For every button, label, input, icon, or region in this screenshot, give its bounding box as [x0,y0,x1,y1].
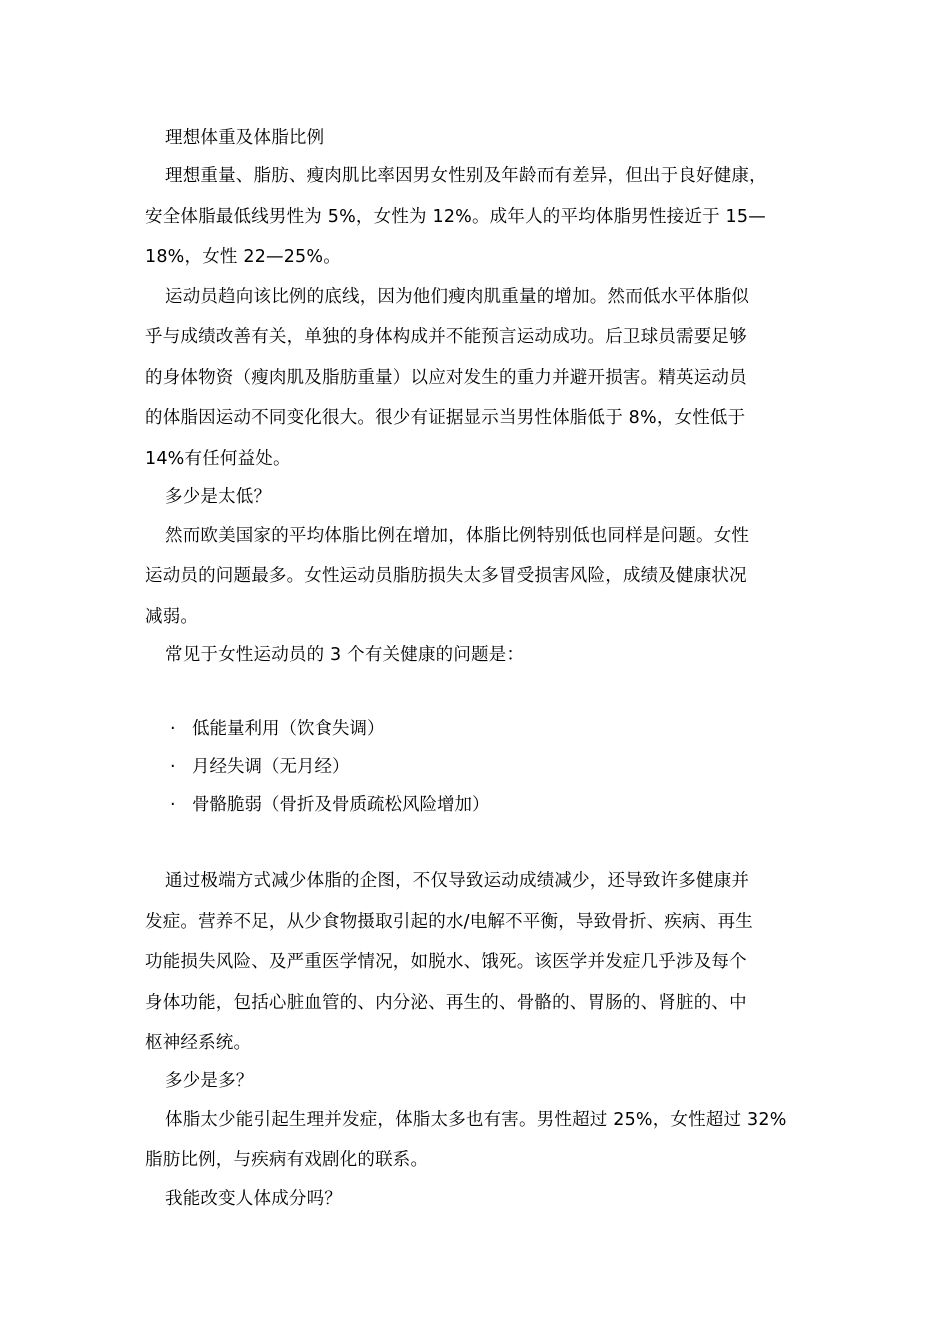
section-heading: 多少是多？ [165,1071,254,1091]
bullet-mark: · [170,757,176,777]
bullet-mark: · [170,719,176,739]
section-heading: 我能改变人体成分吗？ [165,1189,342,1209]
section-heading: 理想体重及体脂比例 [165,128,325,148]
bullet-mark: · [170,795,176,815]
paragraph-line: 运动员的问题最多。女性运动员脂肪损失太多冒受损害风险，成绩及健康状况 [145,566,747,586]
paragraph-line: 枢神经系统。 [145,1033,252,1053]
paragraph-line: 的身体物资（瘦肉肌及脂肪重量）以应对发生的重力并避开损害。精英运动员 [145,368,747,388]
paragraph-line: 安全体脂最低线男性为 5%，女性为 12%。成年人的平均体脂男性接近于 15— [145,207,766,227]
list-item [170,717,385,741]
list-item-text: 月经失调（无月经） [192,757,350,777]
paragraph-line: 常见于女性运动员的 3 个有关健康的问题是： [165,645,525,665]
paragraph-line: 身体功能，包括心脏血管的、内分泌、再生的、骨骼的、胃肠的、肾脏的、中 [145,993,747,1013]
list-item-text: 低能量利用（饮食失调） [192,719,385,739]
paragraph-line: 理想重量、脂肪、瘦肉肌比率因男女性别及年龄而有差异，但出于良好健康， [165,166,767,186]
paragraph-line: 通过极端方式减少体脂的企图，不仅导致运动成绩减少，还导致许多健康并 [165,871,750,891]
paragraph-line: 乎与成绩改善有关，单独的身体构成并不能预言运动成功。后卫球员需要足够 [145,327,747,347]
paragraph-line: 脂肪比例，与疾病有戏剧化的联系。 [145,1150,429,1170]
paragraph-line: 14%有任何益处。 [145,449,291,469]
paragraph-line: 然而欧美国家的平均体脂比例在增加，体脂比例特别低也同样是问题。女性 [165,526,750,546]
paragraph-line: 18%，女性 22—25%。 [145,247,341,267]
paragraph-line: 体脂太少能引起生理并发症，体脂太多也有害。男性超过 25%，女性超过 32% [165,1110,787,1130]
paragraph-line: 减弱。 [145,607,199,627]
section-heading: 多少是太低？ [165,487,272,507]
list-item [170,755,350,779]
paragraph-line: 功能损失风险、及严重医学情况，如脱水、饿死。该医学并发症几乎涉及每个 [145,952,747,972]
list-item [170,793,490,817]
paragraph-line: 发症。营养不足，从少食物摄取引起的水/电解不平衡，导致骨折、疾病、再生 [145,912,753,932]
list-item-text: 骨骼脆弱（骨折及骨质疏松风险增加） [192,795,490,815]
paragraph-line: 的体脂因运动不同变化很大。很少有证据显示当男性体脂低于 8%，女性低于 [145,408,746,428]
paragraph-line: 运动员趋向该比例的底线，因为他们瘦肉肌重量的增加。然而低水平体脂似 [165,287,750,307]
